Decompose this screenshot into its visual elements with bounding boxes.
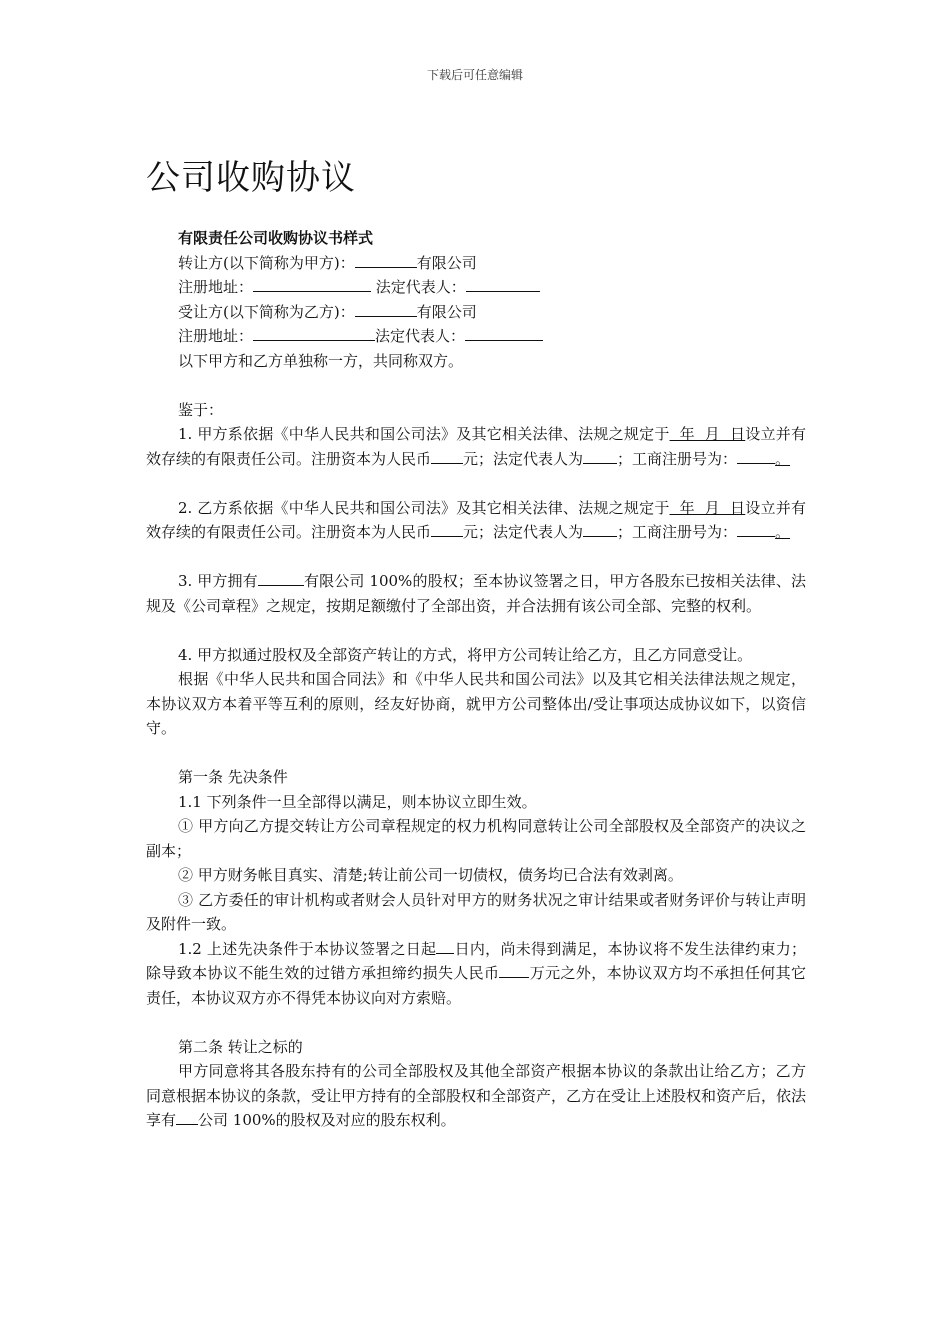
whereas-item-1: [146, 422, 806, 471]
item2-text-a: 2. 乙方系依据《中华人民共和国公司法》及其它相关法律、法规之规定于: [178, 498, 670, 517]
item1-text-a: 1. 甲方系依据《中华人民共和国公司法》及其它相关法律、法规之规定于: [178, 425, 670, 443]
party-a-prefix: 转让方(以下简称为甲方)：: [178, 253, 355, 272]
clause-1-2: [146, 937, 806, 1011]
article-1-heading: 第一条 先决条件: [178, 768, 288, 786]
whereas-item-4: 4. 甲方拟通过股权及全部资产转让的方式，将甲方公司转让给乙方，且乙方同意受让。: [178, 645, 753, 664]
item1-text-c: 元；法定代表人为: [463, 449, 584, 468]
page-header: 下载后可任意编辑: [426, 68, 523, 82]
article-2-text-a: 甲方同意将其各股东持有的公司全部股权及其他全部资产根据本协议的条款出让给乙方；乙方同意根据本协议的条款，受让甲方持有的全部股权和全部资产，乙方在受让上述股权和资产后，依法享有: [146, 1062, 807, 1129]
item1-text-e: 。: [775, 449, 791, 468]
item3-text-a: 3. 甲方拥有: [178, 572, 258, 590]
party-a-address-blank[interactable]: [253, 276, 371, 292]
document-body: [146, 226, 806, 1133]
parties-note: 以下甲方和乙方单独称一方，共同称双方。: [178, 351, 464, 370]
days-blank[interactable]: [436, 938, 454, 954]
clause-1-1: 1.1 下列条件一旦全部得以满足，则本协议立即生效。: [178, 792, 537, 811]
party-b-rep-blank[interactable]: [465, 325, 543, 341]
subtitle: 有限责任公司收购协议书样式: [178, 229, 374, 247]
company-name-blank[interactable]: [176, 1109, 198, 1125]
party-b-suffix: 有限公司: [416, 302, 477, 321]
item2-text-b: 设立并有效存续的有限责任公司。注册资本为人民币: [146, 498, 806, 541]
party-a-rep-blank[interactable]: [466, 276, 540, 292]
party-b-rep-label: 法定代表人：: [375, 327, 466, 345]
condition-3: ③ 乙方委任的审计机构或者财会人员针对甲方的财务状况之审计结果或者财务评价与转让声明及附件一致。: [146, 890, 806, 933]
item1-reg-blank[interactable]: [737, 448, 775, 464]
party-a-line: [146, 251, 806, 276]
party-b-name-blank[interactable]: [355, 301, 417, 317]
basis-paragraph: 根据《中华人民共和国合同法》和《中华人民共和国公司法》以及其它相关法律法规之规定，本协议双方本着平等互利的原则，经友好协商，就甲方公司整体出/受让事项达成协议如下，以资信守。: [146, 670, 806, 737]
article-2-text-b: 公司 100%的股权及对应的股东权利。: [198, 1111, 456, 1129]
item1-text-b: 设立并有效存续的有限责任公司。注册资本为人民币: [146, 425, 806, 468]
party-a-name-blank[interactable]: [355, 252, 417, 268]
item2-text-d: ；工商注册号为：: [617, 523, 738, 541]
party-a-address-label: 注册地址：: [178, 278, 254, 296]
party-b-prefix: 受让方(以下简称为乙方)：: [178, 302, 355, 321]
whereas-label: 鉴于：: [178, 400, 224, 419]
item2-capital-blank[interactable]: [431, 521, 463, 537]
item1-text-d: ；工商注册号为：: [617, 449, 738, 468]
article-2-heading: 第二条 转让之标的: [178, 1037, 303, 1056]
article-2-body: [146, 1059, 806, 1133]
party-b-line: [146, 300, 806, 325]
item1-rep-blank[interactable]: [583, 448, 617, 464]
spacer: [146, 545, 806, 570]
document-title: 公司收购协议: [146, 158, 356, 198]
whereas-item-3: [146, 569, 806, 618]
item2-text-c: 元；法定代表人为: [463, 523, 584, 541]
item2-date-blank[interactable]: 年 月 日: [669, 498, 746, 517]
item3-text-b: 有限公司 100%的股权；至本协议签署之日，甲方各股东已按相关法律、法规及《公司章程》之规定，按期足额缴付了全部出资，并合法拥有该公司全部、完整的权利。: [146, 572, 806, 615]
loss-amount-blank[interactable]: [499, 962, 529, 978]
spacer: [146, 471, 806, 496]
spacer: [146, 741, 806, 766]
item3-company-blank[interactable]: [258, 570, 304, 586]
spacer: [146, 1010, 806, 1035]
party-b-address-blank[interactable]: [253, 325, 375, 341]
party-a-suffix: 有限公司: [416, 253, 477, 272]
item1-date-blank[interactable]: 年 月 日: [669, 425, 746, 443]
item2-rep-blank[interactable]: [583, 521, 617, 537]
item1-capital-blank[interactable]: [431, 448, 463, 464]
item2-text-e: 。: [775, 523, 791, 541]
party-a-rep-label: 法定代表人：: [375, 278, 466, 296]
whereas-item-2: [146, 496, 806, 545]
clause-1-2-text-a: 1.2 上述先决条件于本协议签署之日起: [178, 939, 437, 958]
party-a-address-line: [146, 275, 806, 300]
party-b-address-label: 注册地址：: [178, 327, 254, 345]
party-b-address-line: [146, 324, 806, 349]
item2-reg-blank[interactable]: [737, 521, 775, 537]
spacer: [146, 618, 806, 643]
condition-2: ② 甲方财务帐目真实、清楚;转让前公司一切债权，债务均已合法有效剥离。: [178, 866, 683, 884]
clause-1-2-text-b: 日内，尚未得到满足，本协议将不发生法律约束力；除导致本协议不能生效的过错方承担缔约损失人民币: [146, 939, 806, 982]
spacer: [146, 373, 806, 398]
clause-1-2-text-c: 万元之外，本协议双方均不承担任何其它责任，本协议双方亦不得凭本协议向对方索赔。: [146, 964, 806, 1007]
condition-1: ① 甲方向乙方提交转让方公司章程规定的权力机构同意转让公司全部股权及全部资产的决议之副本；: [146, 817, 806, 860]
